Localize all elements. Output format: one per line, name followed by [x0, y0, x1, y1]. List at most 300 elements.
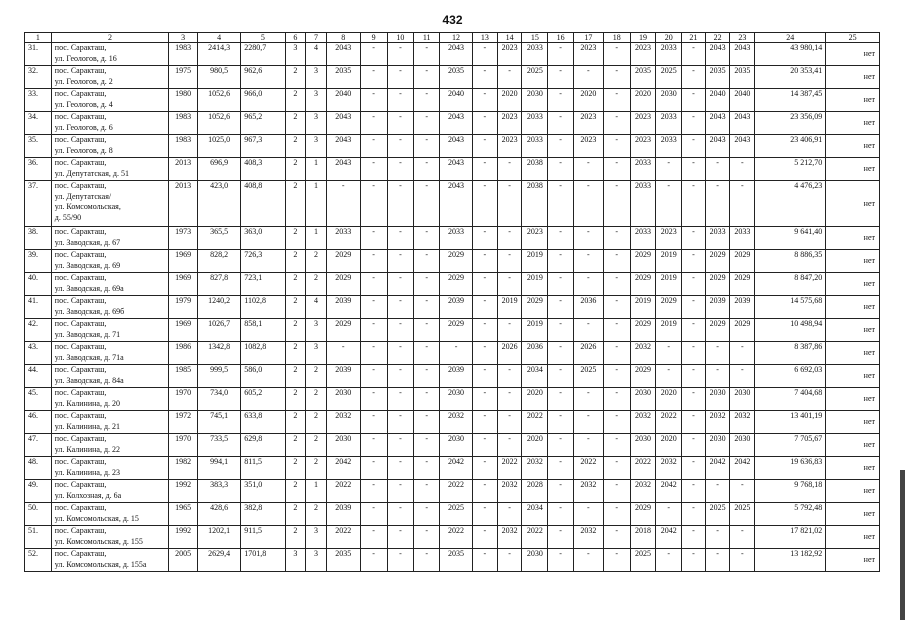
cell-c15: 2033	[522, 43, 548, 66]
column-number-3: 3	[169, 33, 198, 43]
cell-c9: -	[360, 549, 387, 572]
cell-c15: 2022	[522, 411, 548, 434]
cell-c21: -	[682, 43, 706, 66]
column-number-row	[25, 33, 880, 43]
cell-c24: 8 387,86	[755, 342, 826, 365]
cell-c10: -	[387, 250, 414, 273]
cell-c14: -	[497, 411, 522, 434]
cell-c11: -	[414, 66, 440, 89]
cell-c24: 6 692,03	[755, 365, 826, 388]
cell-c18: -	[603, 112, 630, 135]
cell-c15: 2030	[522, 89, 548, 112]
cell-c15: 2025	[522, 66, 548, 89]
cell-c11: -	[414, 181, 440, 227]
cell-c20: 2030	[656, 89, 682, 112]
cell-c13: -	[473, 112, 498, 135]
cell-c11: -	[414, 273, 440, 296]
cell-c20: 2042	[656, 526, 682, 549]
cell-c22: -	[705, 526, 730, 549]
cell-c19: 2033	[630, 181, 656, 227]
address-line: ул. Комсомольская, д. 15	[54, 513, 139, 523]
cell-c10: -	[387, 342, 414, 365]
address-line: пос. Саракташ,	[54, 89, 107, 98]
cell-c25: нет	[826, 549, 880, 572]
cell-c6: 2	[285, 503, 306, 526]
cell-c24: 20 353,41	[755, 66, 826, 89]
address-line: пос. Саракташ,	[54, 250, 107, 259]
cell-c7: 2	[306, 457, 327, 480]
cell-c20: 2019	[656, 319, 682, 342]
cell-c5: 1102,8	[241, 296, 285, 319]
cell-c7: 3	[306, 135, 327, 158]
cell-c10: -	[387, 43, 414, 66]
cell-c7: 2	[306, 388, 327, 411]
address-cell	[51, 319, 168, 342]
cell-c18: -	[603, 135, 630, 158]
cell-c24: 9 641,40	[755, 227, 826, 250]
cell-c22: 2033	[705, 227, 730, 250]
cell-c15: 2034	[522, 365, 548, 388]
cell-c23: -	[730, 526, 755, 549]
cell-c5: 962,6	[241, 66, 285, 89]
cell-c20: -	[656, 158, 682, 181]
cell-c11: -	[414, 457, 440, 480]
cell-c4: 1025,0	[198, 135, 241, 158]
cell-c17: 2026	[573, 342, 603, 365]
cell-c25: нет	[826, 434, 880, 457]
cell-c7: 3	[306, 112, 327, 135]
cell-c21: -	[682, 388, 706, 411]
cell-c6: 2	[285, 480, 306, 503]
cell-c14: -	[497, 434, 522, 457]
column-number-19: 19	[630, 33, 656, 43]
cell-c16: -	[548, 181, 574, 227]
row-number-cell: 32.	[25, 66, 52, 89]
cell-c20: 2020	[656, 388, 682, 411]
cell-c12: 2043	[440, 158, 473, 181]
cell-c11: -	[414, 89, 440, 112]
cell-c5: 726,3	[241, 250, 285, 273]
table-row	[25, 411, 880, 434]
cell-c9: -	[360, 181, 387, 227]
cell-c25: нет	[826, 112, 880, 135]
row-number-cell: 36.	[25, 158, 52, 181]
cell-c18: -	[603, 549, 630, 572]
cell-c3: 1969	[169, 250, 198, 273]
table-row	[25, 43, 880, 66]
cell-c17: -	[573, 434, 603, 457]
table-body	[25, 43, 880, 572]
cell-c17: -	[573, 503, 603, 526]
row-number-cell: 34.	[25, 112, 52, 135]
cell-c9: -	[360, 342, 387, 365]
cell-c6: 2	[285, 273, 306, 296]
cell-c8: 2030	[326, 388, 360, 411]
cell-c15: 2038	[522, 158, 548, 181]
cell-c7: 2	[306, 250, 327, 273]
cell-c13: -	[473, 365, 498, 388]
table-row	[25, 526, 880, 549]
cell-c23: 2035	[730, 66, 755, 89]
cell-c20: 2023	[656, 227, 682, 250]
cell-c20: 2022	[656, 411, 682, 434]
cell-c12: 2040	[440, 89, 473, 112]
cell-c17: -	[573, 273, 603, 296]
column-number-5: 5	[241, 33, 285, 43]
cell-c17: 2036	[573, 296, 603, 319]
cell-c6: 2	[285, 411, 306, 434]
cell-c20: 2033	[656, 43, 682, 66]
cell-c23: 2042	[730, 457, 755, 480]
cell-c4: 423,0	[198, 181, 241, 227]
cell-c16: -	[548, 296, 574, 319]
cell-c20: -	[656, 365, 682, 388]
cell-c25: нет	[826, 365, 880, 388]
cell-c22: 2032	[705, 411, 730, 434]
cell-c9: -	[360, 227, 387, 250]
cell-c8: 2043	[326, 158, 360, 181]
cell-c18: -	[603, 457, 630, 480]
cell-c19: 2023	[630, 135, 656, 158]
cell-c13: -	[473, 89, 498, 112]
cell-c3: 2005	[169, 549, 198, 572]
cell-c22: -	[705, 365, 730, 388]
cell-c18: -	[603, 365, 630, 388]
cell-c19: 2029	[630, 319, 656, 342]
cell-c23: 2043	[730, 112, 755, 135]
cell-c5: 965,2	[241, 112, 285, 135]
cell-c24: 17 821,02	[755, 526, 826, 549]
cell-c9: -	[360, 457, 387, 480]
cell-c9: -	[360, 89, 387, 112]
cell-c6: 2	[285, 227, 306, 250]
cell-c6: 2	[285, 66, 306, 89]
row-number-cell: 47.	[25, 434, 52, 457]
cell-c5: 586,0	[241, 365, 285, 388]
cell-c8: 2033	[326, 227, 360, 250]
row-number-cell: 45.	[25, 388, 52, 411]
cell-c24: 14 387,45	[755, 89, 826, 112]
cell-c7: 2	[306, 434, 327, 457]
cell-c4: 1052,6	[198, 112, 241, 135]
cell-c20: 2019	[656, 250, 682, 273]
column-number-15: 15	[522, 33, 548, 43]
cell-c21: -	[682, 181, 706, 227]
column-number-16: 16	[548, 33, 574, 43]
cell-c3: 2013	[169, 181, 198, 227]
column-number-20: 20	[656, 33, 682, 43]
table-row	[25, 457, 880, 480]
cell-c15: 2020	[522, 388, 548, 411]
cell-c15: 2034	[522, 503, 548, 526]
address-line: ул. Заводская, д. 84а	[54, 375, 124, 385]
cell-c10: -	[387, 273, 414, 296]
cell-c3: 1992	[169, 526, 198, 549]
address-cell	[51, 273, 168, 296]
cell-c21: -	[682, 296, 706, 319]
address-line: пос. Саракташ,	[54, 549, 107, 558]
cell-c12: 2043	[440, 43, 473, 66]
table-row	[25, 388, 880, 411]
cell-c7: 2	[306, 411, 327, 434]
cell-c15: 2032	[522, 457, 548, 480]
cell-c19: 2029	[630, 250, 656, 273]
cell-c17: 2020	[573, 89, 603, 112]
cell-c15: 2019	[522, 319, 548, 342]
cell-c22: 2029	[705, 319, 730, 342]
cell-c13: -	[473, 319, 498, 342]
table-row	[25, 365, 880, 388]
cell-c12: 2033	[440, 227, 473, 250]
cell-c24: 10 498,94	[755, 319, 826, 342]
cell-c3: 1965	[169, 503, 198, 526]
address-cell	[51, 43, 168, 66]
address-line: ул. Заводская, д. 67	[54, 237, 121, 247]
cell-c5: 629,8	[241, 434, 285, 457]
cell-c5: 1082,8	[241, 342, 285, 365]
cell-c3: 1969	[169, 319, 198, 342]
cell-c16: -	[548, 434, 574, 457]
cell-c23: 2039	[730, 296, 755, 319]
cell-c24: 8 886,35	[755, 250, 826, 273]
cell-c22: 2029	[705, 273, 730, 296]
cell-c16: -	[548, 503, 574, 526]
cell-c6: 2	[285, 526, 306, 549]
cell-c4: 734,0	[198, 388, 241, 411]
row-number-cell: 40.	[25, 273, 52, 296]
cell-c4: 2414,3	[198, 43, 241, 66]
cell-c10: -	[387, 89, 414, 112]
address-cell	[51, 411, 168, 434]
cell-c6: 2	[285, 434, 306, 457]
row-number-cell: 49.	[25, 480, 52, 503]
address-cell	[51, 365, 168, 388]
cell-c3: 1983	[169, 43, 198, 66]
cell-c22: 2039	[705, 296, 730, 319]
cell-c13: -	[473, 342, 498, 365]
cell-c22: -	[705, 342, 730, 365]
cell-c11: -	[414, 526, 440, 549]
cell-c12: 2042	[440, 457, 473, 480]
cell-c25: нет	[826, 296, 880, 319]
cell-c15: 2020	[522, 434, 548, 457]
cell-c10: -	[387, 66, 414, 89]
cell-c25: нет	[826, 342, 880, 365]
cell-c19: 2020	[630, 89, 656, 112]
cell-c18: -	[603, 296, 630, 319]
cell-c11: -	[414, 434, 440, 457]
cell-c20: 2029	[656, 296, 682, 319]
cell-c15: 2030	[522, 549, 548, 572]
cell-c10: -	[387, 434, 414, 457]
cell-c12: 2032	[440, 411, 473, 434]
column-number-2: 2	[51, 33, 168, 43]
cell-c21: -	[682, 503, 706, 526]
cell-c11: -	[414, 319, 440, 342]
cell-c12: 2035	[440, 66, 473, 89]
cell-c21: -	[682, 250, 706, 273]
cell-c13: -	[473, 250, 498, 273]
cell-c23: 2030	[730, 388, 755, 411]
cell-c17: 2022	[573, 457, 603, 480]
cell-c24: 13 182,92	[755, 549, 826, 572]
cell-c8: -	[326, 342, 360, 365]
cell-c19: 2032	[630, 480, 656, 503]
cell-c8: 2032	[326, 411, 360, 434]
cell-c3: 1979	[169, 296, 198, 319]
cell-c24: 14 575,68	[755, 296, 826, 319]
cell-c17: -	[573, 319, 603, 342]
cell-c5: 966,0	[241, 89, 285, 112]
column-number-25: 25	[826, 33, 880, 43]
cell-c13: -	[473, 181, 498, 227]
cell-c10: -	[387, 411, 414, 434]
cell-c13: -	[473, 43, 498, 66]
cell-c13: -	[473, 503, 498, 526]
cell-c5: 858,1	[241, 319, 285, 342]
cell-c5: 967,3	[241, 135, 285, 158]
cell-c23: 2043	[730, 43, 755, 66]
address-line: д. 55/90	[54, 212, 82, 222]
cell-c6: 2	[285, 158, 306, 181]
address-line: пос. Саракташ,	[54, 66, 107, 75]
row-number-cell: 41.	[25, 296, 52, 319]
address-line: пос. Саракташ,	[54, 273, 107, 282]
cell-c4: 994,1	[198, 457, 241, 480]
cell-c25: нет	[826, 319, 880, 342]
cell-c19: 2032	[630, 342, 656, 365]
cell-c17: -	[573, 66, 603, 89]
cell-c11: -	[414, 342, 440, 365]
cell-c10: -	[387, 181, 414, 227]
cell-c17: 2023	[573, 43, 603, 66]
cell-c22: -	[705, 480, 730, 503]
cell-c16: -	[548, 457, 574, 480]
cell-c19: 2033	[630, 227, 656, 250]
cell-c25: нет	[826, 89, 880, 112]
cell-c7: 2	[306, 503, 327, 526]
cell-c11: -	[414, 480, 440, 503]
cell-c3: 1983	[169, 135, 198, 158]
cell-c22: -	[705, 549, 730, 572]
cell-c25: нет	[826, 250, 880, 273]
cell-c5: 633,8	[241, 411, 285, 434]
address-line: пос. Саракташ,	[54, 135, 107, 144]
cell-c21: -	[682, 89, 706, 112]
cell-c16: -	[548, 43, 574, 66]
cell-c22: 2025	[705, 503, 730, 526]
table-row	[25, 296, 880, 319]
cell-c16: -	[548, 158, 574, 181]
cell-c8: 2022	[326, 526, 360, 549]
cell-c18: -	[603, 342, 630, 365]
cell-c18: -	[603, 319, 630, 342]
address-line: пос. Саракташ,	[54, 158, 107, 167]
cell-c14: -	[497, 181, 522, 227]
address-cell	[51, 112, 168, 135]
address-line: пос. Саракташ,	[54, 434, 107, 443]
cell-c3: 1970	[169, 434, 198, 457]
cell-c22: -	[705, 158, 730, 181]
cell-c12: 2029	[440, 250, 473, 273]
cell-c14: -	[497, 227, 522, 250]
cell-c22: 2040	[705, 89, 730, 112]
address-line: ул. Геологов, д. 2	[54, 76, 113, 86]
cell-c15: 2033	[522, 112, 548, 135]
cell-c17: -	[573, 181, 603, 227]
cell-c12: 2022	[440, 526, 473, 549]
address-cell	[51, 89, 168, 112]
cell-c9: -	[360, 135, 387, 158]
cell-c18: -	[603, 411, 630, 434]
cell-c6: 3	[285, 43, 306, 66]
cell-c25: нет	[826, 181, 880, 227]
cell-c23: -	[730, 181, 755, 227]
row-number-cell: 48.	[25, 457, 52, 480]
cell-c3: 1982	[169, 457, 198, 480]
address-line: пос. Саракташ,	[54, 319, 107, 328]
cell-c22: -	[705, 181, 730, 227]
cell-c15: 2033	[522, 135, 548, 158]
cell-c19: 2029	[630, 273, 656, 296]
cell-c11: -	[414, 411, 440, 434]
table-row	[25, 112, 880, 135]
column-number-13: 13	[473, 33, 498, 43]
cell-c24: 7 705,67	[755, 434, 826, 457]
cell-c4: 1342,8	[198, 342, 241, 365]
cell-c18: -	[603, 66, 630, 89]
table-row	[25, 227, 880, 250]
cell-c7: 3	[306, 319, 327, 342]
cell-c21: -	[682, 135, 706, 158]
row-number-cell: 46.	[25, 411, 52, 434]
cell-c9: -	[360, 112, 387, 135]
cell-c14: -	[497, 250, 522, 273]
address-line: пос. Саракташ,	[54, 388, 107, 397]
cell-c10: -	[387, 135, 414, 158]
cell-c21: -	[682, 411, 706, 434]
row-number-cell: 50.	[25, 503, 52, 526]
row-number-cell: 31.	[25, 43, 52, 66]
address-cell	[51, 296, 168, 319]
table-row	[25, 342, 880, 365]
column-number-12: 12	[440, 33, 473, 43]
cell-c12: 2030	[440, 388, 473, 411]
cell-c3: 1983	[169, 112, 198, 135]
cell-c4: 383,3	[198, 480, 241, 503]
cell-c14: -	[497, 365, 522, 388]
cell-c24: 8 847,20	[755, 273, 826, 296]
row-number-cell: 37.	[25, 181, 52, 227]
address-line: пос. Саракташ,	[54, 480, 107, 489]
cell-c11: -	[414, 549, 440, 572]
table-row	[25, 250, 880, 273]
cell-c8: 2030	[326, 434, 360, 457]
cell-c14: -	[497, 66, 522, 89]
cell-c5: 2280,7	[241, 43, 285, 66]
cell-c21: -	[682, 273, 706, 296]
cell-c25: нет	[826, 158, 880, 181]
address-cell	[51, 158, 168, 181]
cell-c15: 2019	[522, 273, 548, 296]
cell-c16: -	[548, 319, 574, 342]
column-number-7: 7	[306, 33, 327, 43]
cell-c16: -	[548, 273, 574, 296]
cell-c7: 1	[306, 227, 327, 250]
cell-c16: -	[548, 388, 574, 411]
cell-c21: -	[682, 549, 706, 572]
address-line: пос. Саракташ,	[54, 526, 107, 535]
